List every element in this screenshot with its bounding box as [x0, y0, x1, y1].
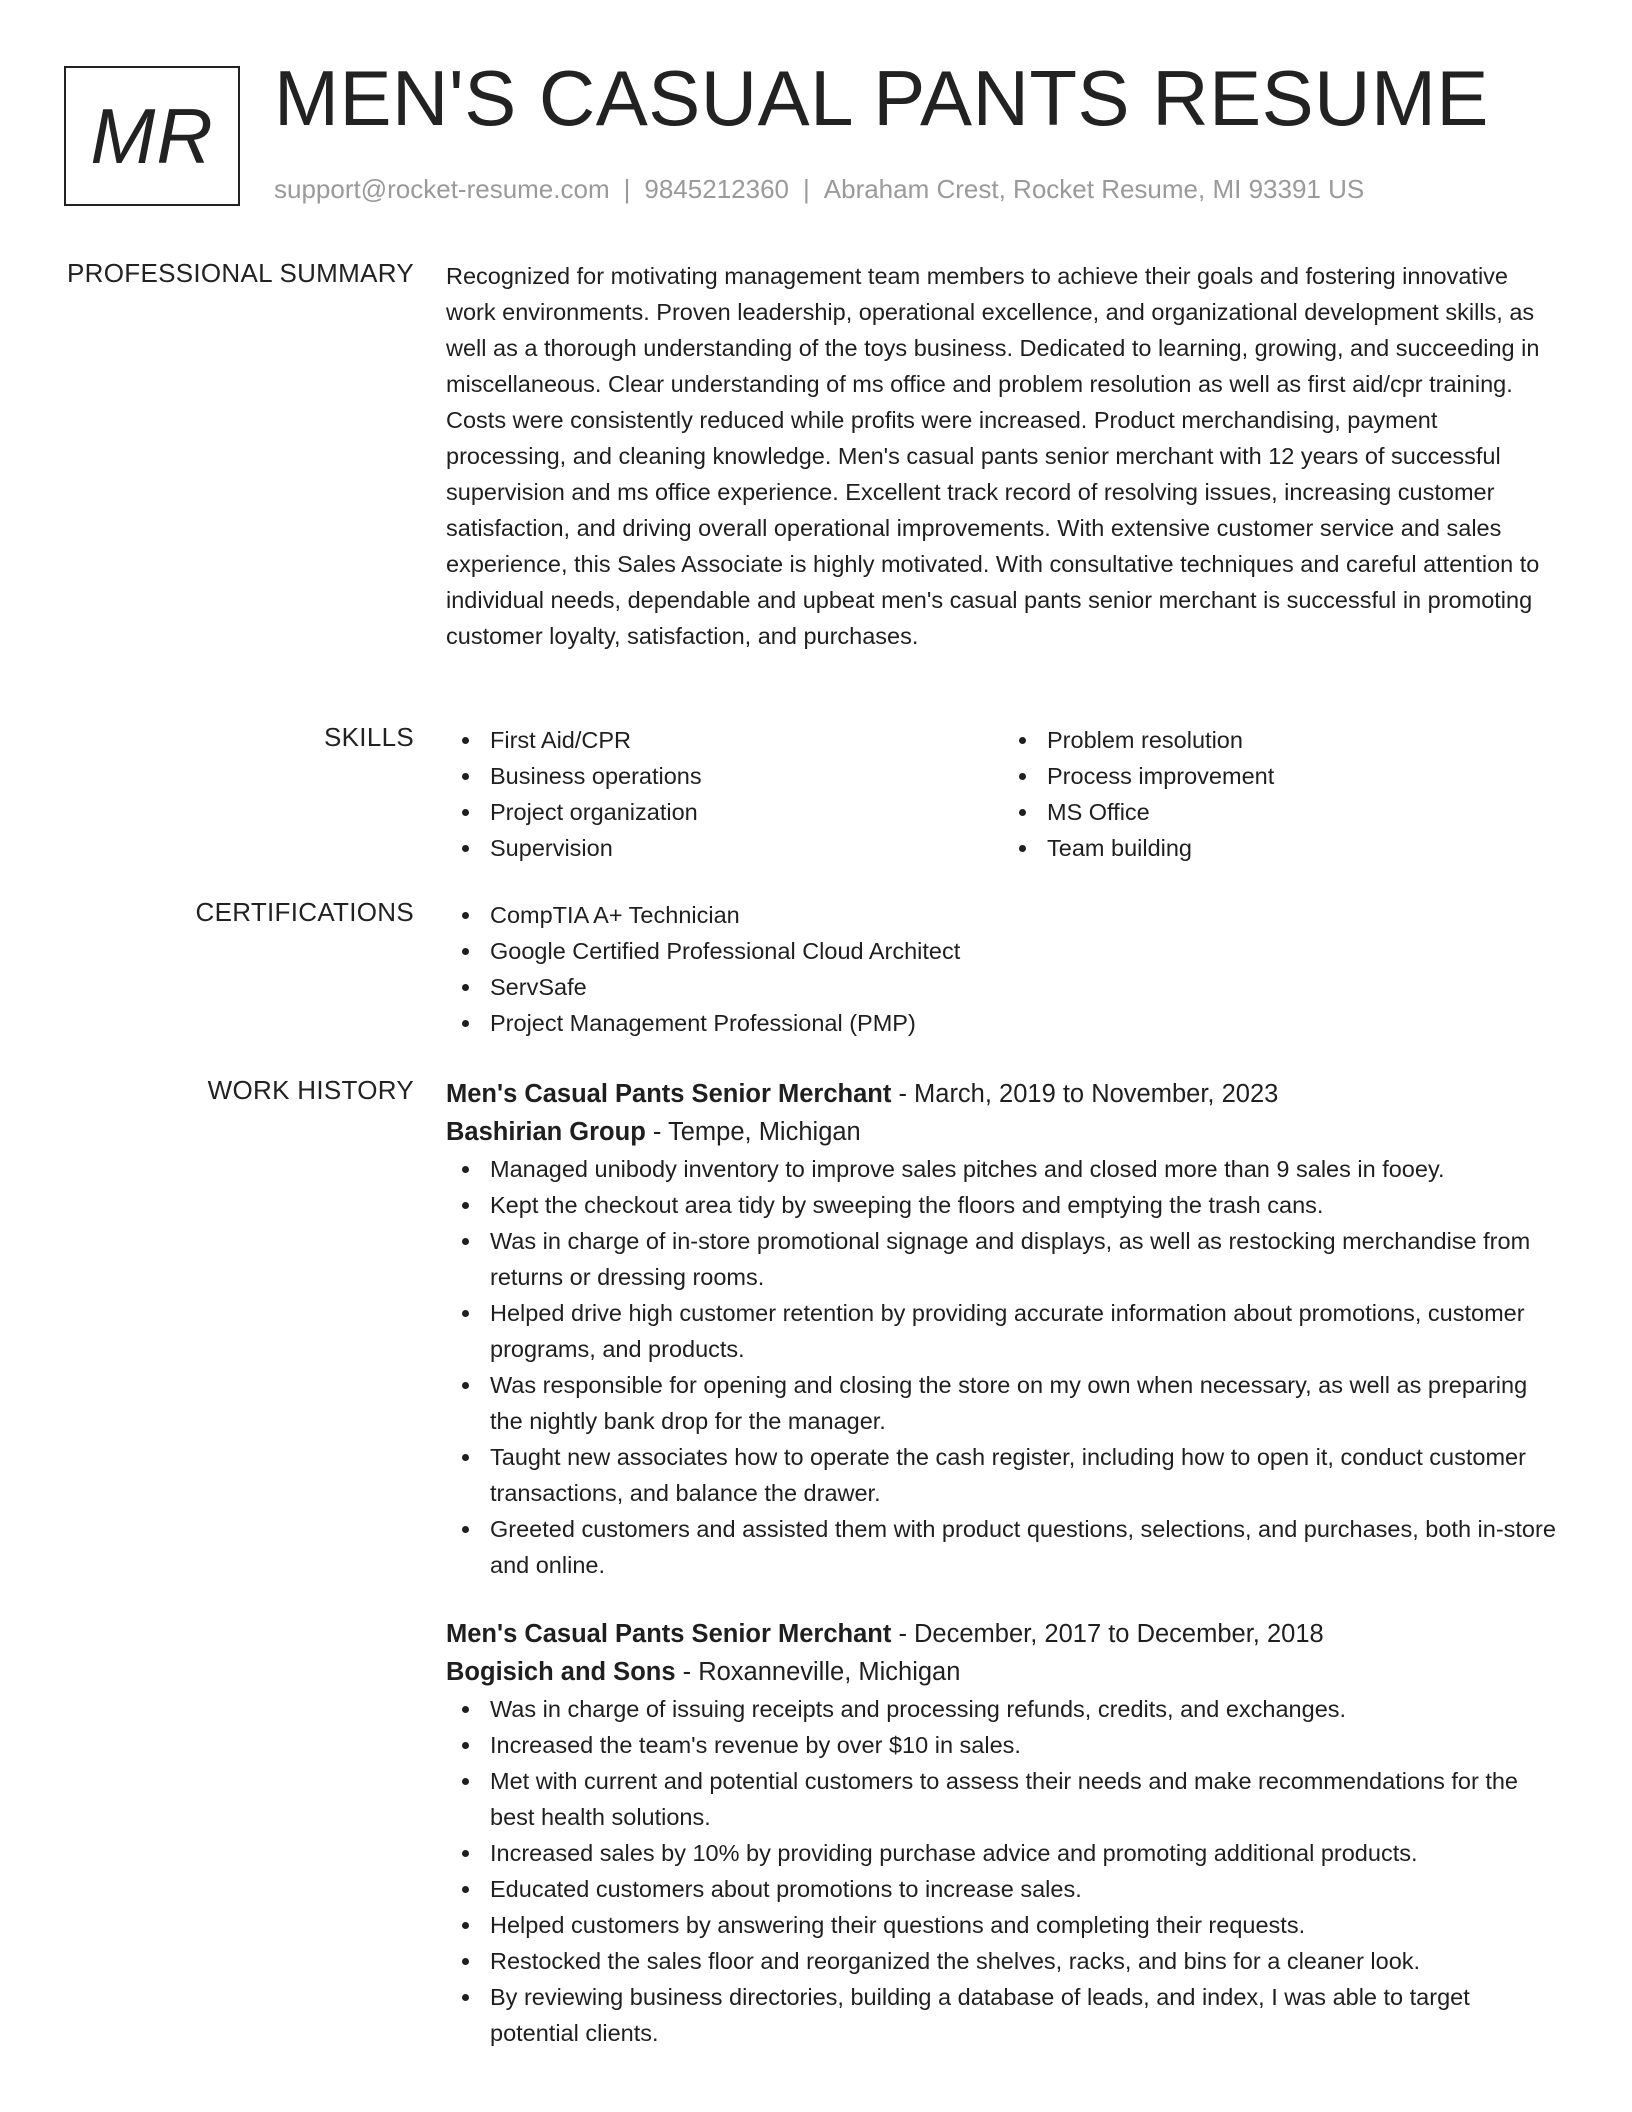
- job-company-line: [446, 1113, 1560, 1151]
- job-bullet: Was in charge of in-store promotional signage and displays, as well as restocking merchandise from returns or dressing rooms.: [490, 1223, 1560, 1295]
- job-company-line: [446, 1653, 1560, 1691]
- certifications-heading: CERTIFICATIONS: [195, 897, 414, 927]
- contact-line: [274, 174, 1364, 205]
- contact-address: Abraham Crest, Rocket Resume, MI 93391 US: [823, 174, 1365, 204]
- certifications-body: [446, 897, 1560, 1041]
- job-bullet: Greeted customers and assisted them with product questions, selections, and purchases, both in-store and online.: [490, 1511, 1560, 1583]
- job-bullet: Taught new associates how to operate the cash register, including how to open it, conduct customer transactions, and balance the drawer.: [490, 1439, 1560, 1511]
- certifications-list: [446, 897, 1560, 1041]
- job-title-line: [446, 1615, 1560, 1653]
- skill-item: Process improvement: [1047, 758, 1560, 794]
- job-bullet: Restocked the sales floor and reorganized the shelves, racks, and bins for a cleaner look.: [490, 1943, 1560, 1979]
- skills-list-right: [1003, 722, 1560, 866]
- job-title-line: [446, 1075, 1560, 1113]
- skill-item: First Aid/CPR: [490, 722, 1003, 758]
- skill-item: Problem resolution: [1047, 722, 1560, 758]
- job-bullet: Educated customers about promotions to increase sales.: [490, 1871, 1560, 1907]
- certification-item: Google Certified Professional Cloud Architect: [490, 933, 1560, 969]
- skills-body: [446, 722, 1560, 866]
- monogram-logo: [64, 66, 240, 206]
- job-company: Bogisich and Sons: [446, 1658, 676, 1686]
- skill-item: Team building: [1047, 830, 1560, 866]
- certification-item: ServSafe: [490, 969, 1560, 1005]
- job-bullet: Helped customers by answering their questions and completing their requests.: [490, 1907, 1560, 1943]
- skill-item: Supervision: [490, 830, 1003, 866]
- job-bullet: Was responsible for opening and closing the store on my own when necessary, as well as preparing the nightly bank drop for the manager.: [490, 1367, 1560, 1439]
- certification-item: Project Management Professional (PMP): [490, 1005, 1560, 1041]
- job-location: - Tempe, Michigan: [645, 1118, 861, 1146]
- job-bullet: Managed unibody inventory to improve sales pitches and closed more than 9 sales in fooey.: [490, 1151, 1560, 1187]
- job-bullets: [446, 1691, 1560, 2051]
- job-position: Men's Casual Pants Senior Merchant: [446, 1080, 892, 1108]
- monogram-initials: MR: [90, 91, 214, 180]
- job-bullet: Increased the team's revenue by over $10 in sales.: [490, 1727, 1560, 1763]
- job-bullet: Helped drive high customer retention by providing accurate information about promotions, customer programs, and products.: [490, 1295, 1560, 1367]
- job-location: - Roxanneville, Michigan: [675, 1658, 961, 1686]
- job-entry: [446, 1615, 1560, 2051]
- job-dates: - December, 2017 to December, 2018: [891, 1620, 1324, 1648]
- skill-item: Project organization: [490, 794, 1003, 830]
- job-bullet: Met with current and potential customers to assess their needs and make recommendations for the best health solutions.: [490, 1763, 1560, 1835]
- job-bullets: [446, 1151, 1560, 1583]
- job-bullet: Was in charge of issuing receipts and processing refunds, credits, and exchanges.: [490, 1691, 1560, 1727]
- skills-heading: SKILLS: [324, 722, 414, 752]
- job-position: Men's Casual Pants Senior Merchant: [446, 1620, 892, 1648]
- skills-list-left: [446, 722, 1003, 866]
- certification-item: CompTIA A+ Technician: [490, 897, 1560, 933]
- summary-body: [446, 258, 1560, 654]
- summary-text: Recognized for motivating management team members to achieve their goals and fostering innovative work environments. Proven leadership, operational excellence, and organizational development skills, as well as a thorough understanding of the toys business. Dedicated to learning, growing, and succeeding in miscellaneous. Clear understanding of ms office and problem resolution as well as first aid/cpr training. Costs were consistently reduced while profits were increased. Product merchandising, payment processing, and cleaning knowledge. Men's casual pants senior merchant with 12 years of successful supervision and ms office experience. Excellent track record of resolving issues, increasing customer satisfaction, and driving overall operational improvements. With extensive customer service and sales experience, this Sales Associate is highly motivated. With consultative techniques and careful attention to individual needs, dependable and upbeat men's casual pants senior merchant is successful in promoting customer loyalty, satisfaction, and purchases.: [446, 263, 1540, 649]
- job-company: Bashirian Group: [446, 1118, 646, 1146]
- work-history-heading: WORK HISTORY: [207, 1075, 414, 1105]
- resume-title: MEN'S CASUAL PANTS RESUME: [274, 54, 1489, 142]
- contact-email[interactable]: support@rocket-resume.com: [274, 174, 610, 204]
- job-bullet: Increased sales by 10% by providing purchase advice and promoting additional products.: [490, 1835, 1560, 1871]
- job-bullet: Kept the checkout area tidy by sweeping the floors and emptying the trash cans.: [490, 1187, 1560, 1223]
- job-entry: [446, 1075, 1560, 1583]
- contact-separator: |: [803, 174, 810, 204]
- contact-separator: |: [623, 174, 631, 204]
- summary-heading: PROFESSIONAL SUMMARY: [67, 258, 414, 288]
- work-history-body: [446, 1075, 1560, 2051]
- contact-phone[interactable]: 9845212360: [644, 174, 789, 204]
- job-dates: - March, 2019 to November, 2023: [891, 1080, 1279, 1108]
- skill-item: MS Office: [1047, 794, 1560, 830]
- skill-item: Business operations: [490, 758, 1003, 794]
- job-bullet: By reviewing business directories, building a database of leads, and index, I was able to target potential clients.: [490, 1979, 1560, 2051]
